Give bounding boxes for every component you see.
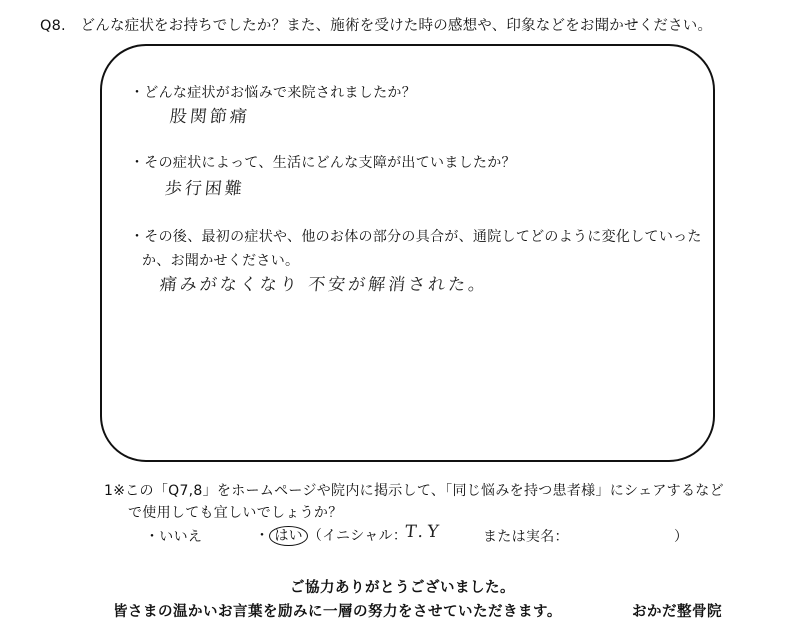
- option-no[interactable]: ・いいえ: [145, 529, 203, 545]
- realname-label: または実名：: [483, 529, 569, 545]
- prompt-symptom: ・どんな症状がお悩みで来院されましたか？: [130, 85, 416, 101]
- prompt-progress-line1: ・その後、最初の症状や、他のお体の部分の具合が、通院してどのように変化していった: [130, 229, 702, 245]
- consent-question-line1: 1※この「Q7,8」をホームページや院内に掲示して、「同じ悩みを持つ患者様」にシェアするなど: [104, 483, 724, 499]
- clinic-name: おかだ整骨院: [632, 604, 722, 620]
- answer-progress: 痛みがなくなり 不安が解消された。: [158, 275, 490, 295]
- answer-life-impact: 歩行困難: [163, 179, 246, 199]
- option-yes[interactable]: [255, 525, 407, 546]
- prompt-life-impact: ・その症状によって、生活にどんな支障が出ていましたか？: [130, 155, 516, 171]
- option-yes-circled-label: はい: [269, 526, 308, 546]
- closing-message: 皆さまの温かいお言葉を励みに一層の努力をさせていただきます。: [113, 604, 562, 620]
- consent-question-line2: で使用しても宜しいでしょうか？: [128, 505, 343, 521]
- answer-symptom: 股関節痛: [168, 107, 251, 127]
- thanks-message: ご協力ありがとうございました。: [290, 580, 515, 596]
- initials-label: （イニシャル：: [307, 528, 408, 544]
- option-yes-bullet: ・: [255, 528, 270, 544]
- initials-value: T.Y: [403, 522, 444, 542]
- prompt-progress-line2: か、お聞かせください。: [142, 253, 300, 269]
- question-title: Q8. どんな症状をお持ちでしたか？また、施術を受けた時の感想や、印象などをお聞かせください。: [40, 18, 713, 34]
- close-paren: ）: [674, 529, 689, 545]
